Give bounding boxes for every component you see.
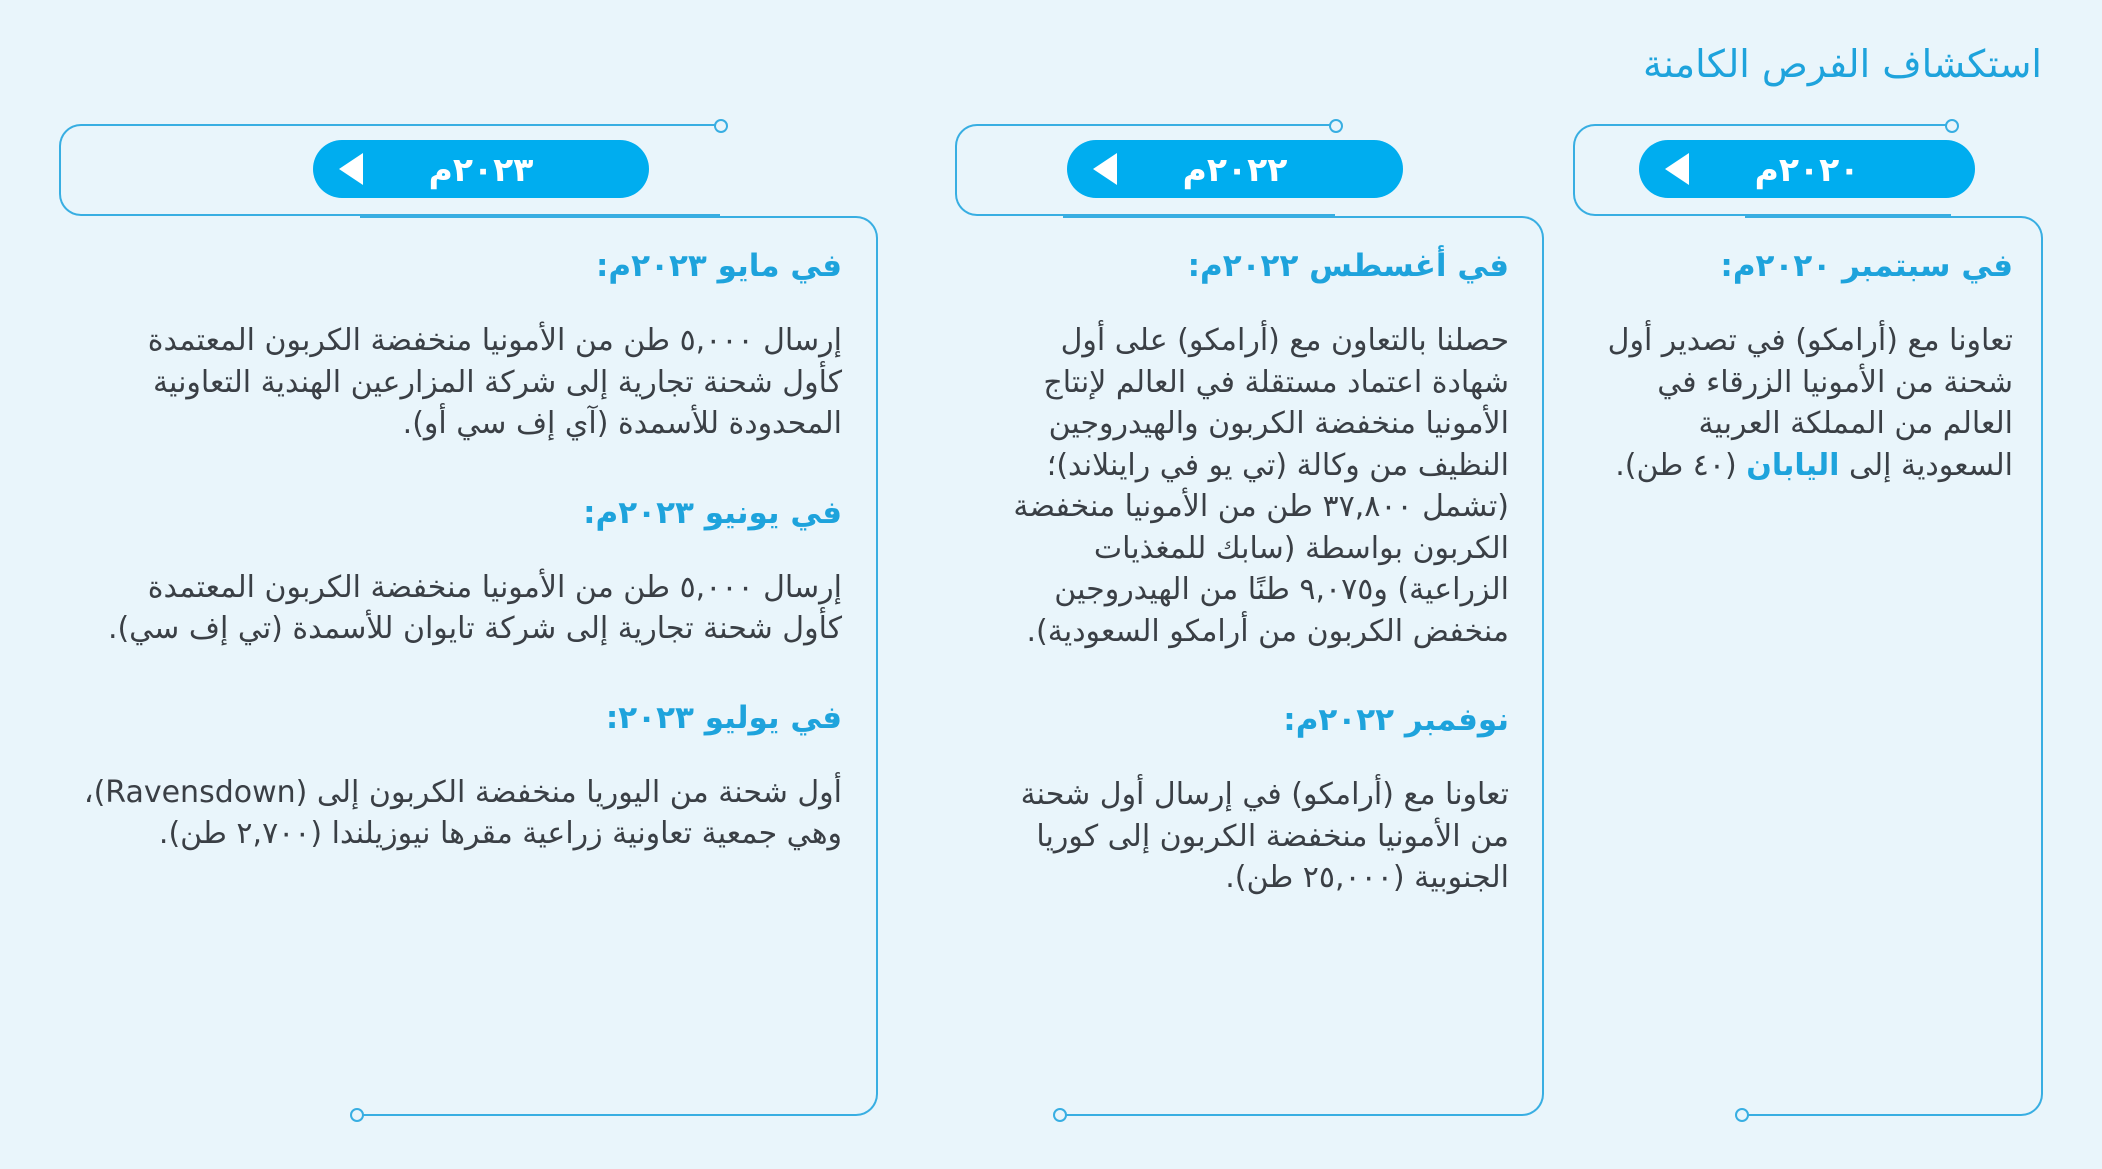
timeline-column-2023	[82, 246, 842, 903]
connector-dot	[1053, 1108, 1067, 1122]
year-button-2020[interactable]	[1639, 140, 1975, 198]
connector-dot	[350, 1108, 364, 1122]
section-title: نوفمبر ٢٠٢٢م:	[1283, 702, 1509, 738]
connector-dot	[1945, 119, 1959, 133]
section-body: تعاونا مع (أرامكو) في إرسال أول شحنة من الأمونيا منخفضة الكربون إلى كوريا الجنوبية (٢٥,٠٠٠ طن).	[1020, 777, 1509, 895]
year-button-2023[interactable]	[313, 140, 649, 198]
play-arrow-icon	[1093, 153, 1117, 185]
section-body: تعاونا مع (أرامكو) في تصدير أول شحنة من الأمونيا الزرقاء في العالم من المملكة العربية السعودية إلى اليابان (٤٠ طن).	[1607, 323, 2013, 483]
section-title: في أغسطس ٢٠٢٢م:	[1187, 248, 1509, 284]
page-title: استكشاف الفرص الكامنة	[1642, 42, 2042, 86]
section-title: في مايو ٢٠٢٣م:	[596, 248, 842, 284]
year-label: ٢٠٢٠م	[1754, 149, 1860, 189]
play-arrow-icon	[339, 153, 363, 185]
section-body: إرسال ٥,٠٠٠ طن من الأمونيا منخفضة الكربون المعتمدة كأول شحنة تجارية إلى شركة تايوان للأسمدة (تي إف سي).	[107, 569, 842, 646]
year-button-2022[interactable]	[1067, 140, 1403, 198]
connector-dot	[1735, 1108, 1749, 1122]
section-body: إرسال ٥,٠٠٠ طن من الأمونيا منخفضة الكربون المعتمدة كأول شحنة تجارية إلى شركة المزارعين الهندية التعاونية المحدودة للأسمدة (آي إف سي أو).	[147, 323, 842, 441]
section-title: في سبتمبر ٢٠٢٠م:	[1720, 248, 2013, 284]
timeline-column-2020	[1593, 246, 2013, 534]
connector-dot	[714, 119, 728, 133]
timeline-column-2022	[999, 246, 1509, 947]
section-body: حصلنا بالتعاون مع (أرامكو) على أول شهادة اعتماد مستقلة في العالم لإنتاج الأمونيا منخفضة الكربون والهيدروجين النظيف من وكالة (تي يو في راينلاند)؛ (تشمل ٣٧,٨٠٠ طن من الأمونيا منخفضة الكربون بواسطة (سابك للمغذيات الزراعية) و٩,٠٧٥ طنًا من الهيدروجين منخفض الكربون من أرامكو السعودية).	[1013, 323, 1509, 649]
year-label: ٢٠٢٣م	[428, 149, 534, 189]
section-title: في يونيو ٢٠٢٣م:	[583, 494, 842, 531]
highlight-country: اليابان	[1746, 447, 1840, 483]
section-title: في يوليو ٢٠٢٣:	[605, 699, 842, 736]
year-label: ٢٠٢٢م	[1182, 149, 1288, 189]
connector-dot	[1329, 119, 1343, 133]
play-arrow-icon	[1665, 153, 1689, 185]
section-body: أول شحنة من اليوريا منخفضة الكربون إلى (Ravensdown)، وهي جمعية تعاونية زراعية مقرها نيوزيلندا (٢,٧٠٠ طن).	[83, 774, 842, 851]
